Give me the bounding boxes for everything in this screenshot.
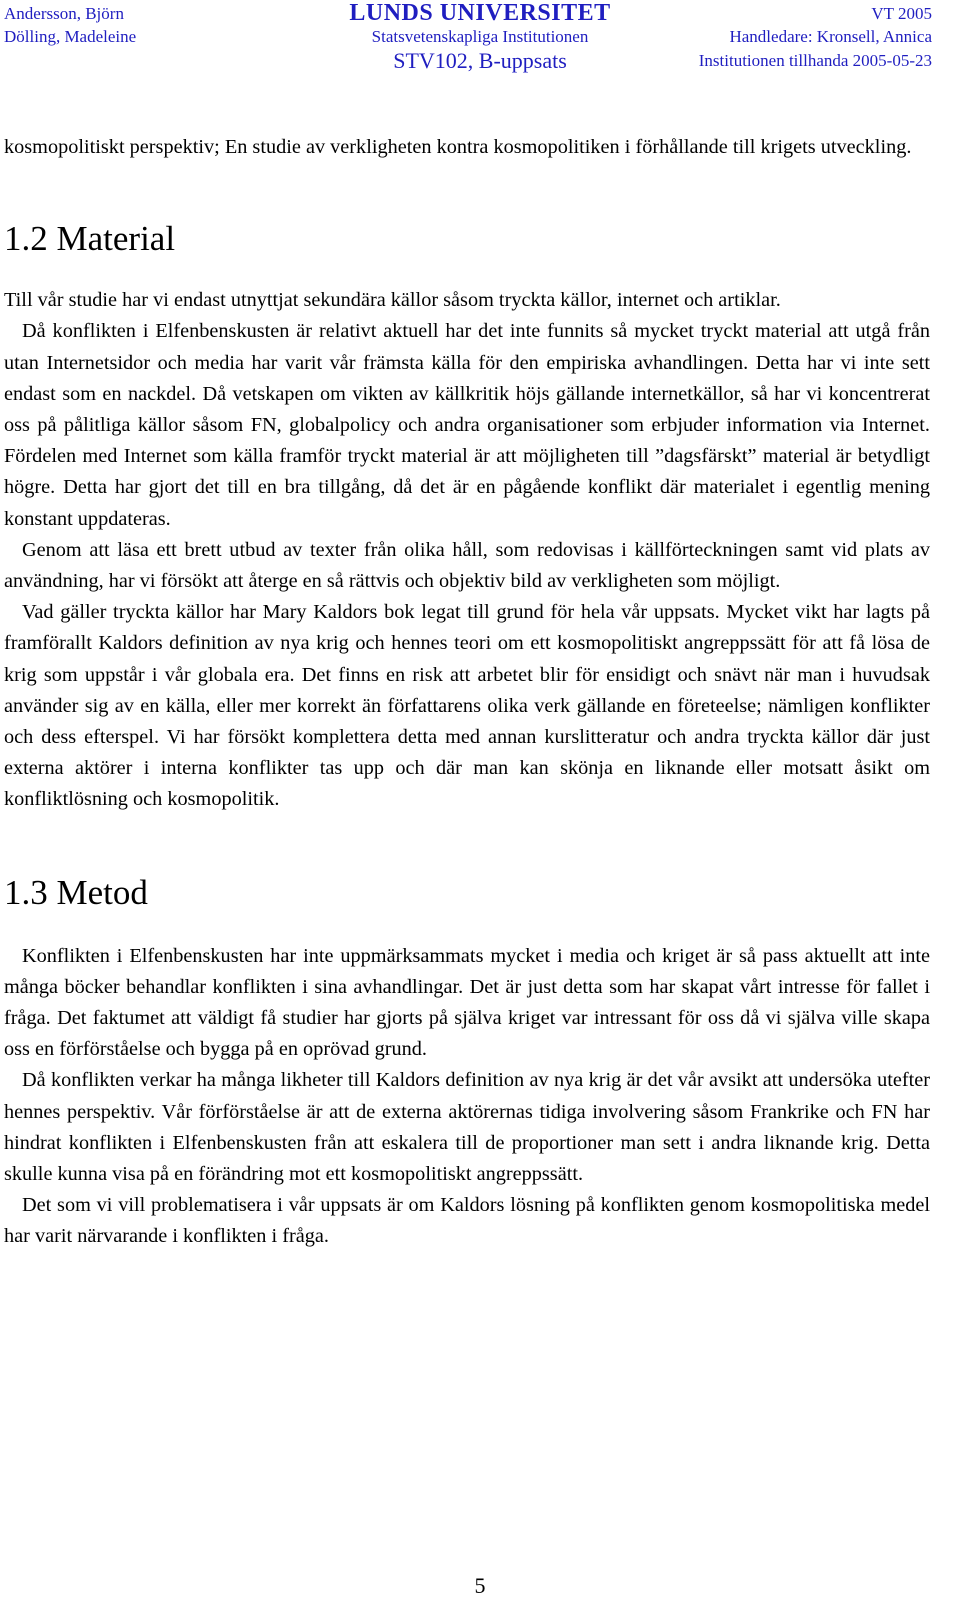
section-heading-material: 1.2 Material (4, 219, 176, 259)
intro-paragraph: kosmopolitiskt perspektiv; En studie av verkligheten kontra kosmopolitiken i förhållande till krigets utveckling. (4, 136, 912, 158)
metod-paragraph-3: Det som vi vill problematisera i vår uppsats är om Kaldors lösning på konflikten genom kosmopolitiska medel har varit närvarande i konflikten i fråga. (4, 1194, 930, 1248)
header-submitted: Institutionen tillhanda 2005-05-23 (698, 51, 932, 70)
header-department: Statsvetenskapliga Institutionen (371, 27, 589, 46)
header-course: STV102, B-uppsats (393, 48, 567, 73)
material-paragraph-1: Till vår studie har vi endast utnyttjat sekundära källor såsom tryckta källor, internet och artiklar. (4, 289, 781, 312)
page-number: 5 (474, 1573, 486, 1598)
page-header (0, 0, 960, 80)
metod-paragraph-2: Då konflikten verkar ha många likheter till Kaldors definition av nya krig är det vår avsikt att undersöka utefter hennes perspektiv. Vår förförståelse är att de externa aktörernas tidiga involvering såsom Frankrike och FN har hindrat konflikten i Elfenbenskusten från att eskalera till de proportioner man sett i andra liknande krig. Detta skulle kunna visa på en förändring mot ett kosmopolitiskt angreppssätt. (4, 1069, 930, 1186)
header-university: LUNDS UNIVERSITET (349, 0, 611, 26)
material-paragraph-2: Då konflikten i Elfenbenskusten är relativt aktuell har det inte funnits så mycket tryckt material att utgå från utan Internetsidor och media har varit vår främsta källa för den empiriska avhandlingen. Detta har vi inte sett endast som en nackdel. Då vetskapen om vikten av källkritik höjs gällande internetkällor, så har vi koncentrerat oss på pålitliga källor såsom FN, globalpolicy och andra organisationer som erbjuder information via Internet. Fördelen med Internet som källa framför tryckt material är att möjligheten till ”dagsfärskt” material är betydligt högre. Detta har gjort det till en bra tillgång, då det är en pågående konflikt där materialet i egentlig mening konstant uppdateras. (4, 320, 930, 530)
header-term: VT 2005 (871, 4, 932, 23)
header-supervisor: Handledare: Kronsell, Annica (729, 27, 932, 46)
page-body (4, 132, 930, 1253)
material-paragraph-3: Genom att läsa ett brett utbud av texter från olika håll, som redovisas i källförteckningen samt vid plats av användning, har vi försökt att återge en så rättvis och objektiv bild av verkligheten som möjligt. (4, 538, 930, 593)
header-author-1: Andersson, Björn (4, 4, 124, 23)
material-paragraph-4: Vad gäller tryckta källor har Mary Kaldors bok legat till grund för hela vår uppsats. Mycket vikt har lagts på framförallt Kaldors definition av nya krig och hennes teori om ett kosmopolitiskt angreppssätt för att få lösa de krig som uppstår i vår globala era. Det finns en risk att arbetet blir för ensidigt och snävt när man i huvudsak använder sig av en källa, eller mer korrekt än författarens olika verk gällande en företeelse; nämligen konflikter och dess efterspel. Vi har försökt komplettera detta med annan kurslitteratur och andra tryckta källor där just externa aktörer i interna konflikter tas upp och där man kan skönja en liknande eller motsatt åsikt om konfliktlösning och kosmopolitik. (4, 601, 930, 811)
header-author-2: Dölling, Madeleine (4, 27, 137, 46)
metod-paragraph-1: Konflikten i Elfenbenskusten har inte uppmärksammats mycket i media och kriget är så pass aktuellt att inte många böcker behandlar konflikten i sina avhandlingar. Det är just detta som har skapat vårt intresse för fallet i fråga. Det faktumet att väldigt få studier har gjorts på själva kriget var intressant för oss då vi själva ville skapa oss en förförståelse och bygga på en oprövad grund. (4, 944, 930, 1061)
section-heading-metod: 1.3 Metod (4, 872, 148, 912)
